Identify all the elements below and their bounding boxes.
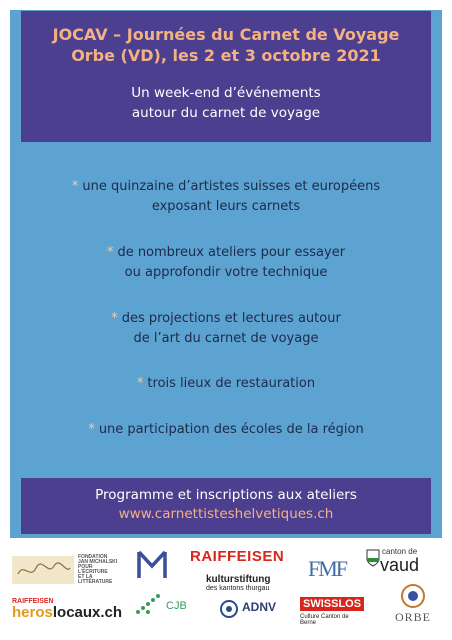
sponsor-logos xyxy=(0,540,452,640)
shield-icon xyxy=(366,549,380,567)
swisslos-logo xyxy=(300,594,366,624)
bullet-item-schools xyxy=(21,420,431,440)
title-line-1: JOCAV – Journées du Carnet de Voyage xyxy=(52,25,400,44)
bullet-item-projections xyxy=(21,309,431,349)
star-icon: * xyxy=(111,311,118,326)
star-icon: * xyxy=(106,245,114,260)
adnv-text: ADNV xyxy=(242,600,277,614)
heroslocaux-logo xyxy=(12,598,122,628)
swisslos-text: SWISSLOS xyxy=(300,597,364,611)
dots-icon xyxy=(134,592,164,618)
subtitle-line-1: Un week-end d’événements xyxy=(131,85,321,101)
fmf-text: FMF xyxy=(308,556,347,581)
website-link[interactable]: www.carnettisteshelvetiques.ch xyxy=(118,506,334,522)
bullet-item-artists xyxy=(21,177,431,217)
bullet-text: une participation des écoles de la région xyxy=(98,422,364,437)
m-logo xyxy=(136,550,172,580)
bullet-text: des projections et lectures autour xyxy=(121,311,341,326)
heros-text: heros xyxy=(12,604,53,621)
canton-de-text: canton de xyxy=(382,547,418,556)
bullet-text-continued: ou approfondir votre technique xyxy=(124,265,328,280)
header-box xyxy=(21,11,431,142)
fondation-line: LITTÉRATURE xyxy=(78,579,113,585)
bullet-text: de nombreux ateliers pour essayer xyxy=(117,245,346,260)
subtitle-line-2: autour du carnet de voyage xyxy=(131,105,321,121)
bullet-item-restaurants xyxy=(21,374,431,394)
raiffeisen-small-text: RAIFFEISEN xyxy=(12,598,54,605)
swisslos-sub-text: Culture Canton de Berne xyxy=(300,614,349,626)
bullet-item-workshops xyxy=(21,243,431,283)
orbe-logo xyxy=(388,582,438,634)
bullet-text: une quinzaine d’artistes suisses et européens xyxy=(82,179,381,194)
bullet-text: trois lieux de restauration xyxy=(147,376,316,391)
program-label: Programme et inscriptions aux ateliers xyxy=(95,487,357,503)
raiffeisen-logo xyxy=(190,546,290,566)
adnv-logo xyxy=(220,598,300,624)
kulturstiftung-line-2: des kantons thurgau xyxy=(206,585,270,592)
kulturstiftung-line-1: kulturstiftung xyxy=(206,574,271,585)
m-shape-icon xyxy=(136,550,172,580)
vaud-text: vaud xyxy=(380,555,420,575)
cjb-logo xyxy=(134,592,194,622)
orbe-text: ORBE xyxy=(394,610,431,624)
bullet-text-continued: de l’art du carnet de voyage xyxy=(133,331,319,346)
fondation-line: ET LA xyxy=(78,574,93,580)
locaux-text: locaux.ch xyxy=(52,604,123,621)
kulturstiftung-logo xyxy=(206,574,296,596)
canton-vaud-logo xyxy=(366,546,436,580)
cjb-text: CJB xyxy=(166,600,187,612)
fondation-line: POUR xyxy=(78,564,93,570)
footer-box xyxy=(21,478,431,534)
adnv-emblem-icon xyxy=(220,600,238,618)
star-icon: * xyxy=(136,376,144,391)
subtitle xyxy=(21,83,431,123)
orbe-emblem-icon xyxy=(398,582,428,610)
fmf-logo xyxy=(308,556,354,582)
signature-icon xyxy=(12,556,74,584)
star-icon: * xyxy=(88,422,95,437)
raiffeisen-text: RAIFFEISEN xyxy=(190,548,285,565)
fondation-jan-michalski-logo xyxy=(12,554,130,586)
fondation-line: FONDATION xyxy=(78,554,108,560)
title-line-2: Orbe (VD), les 2 et 3 octobre 2021 xyxy=(71,46,381,65)
star-icon: * xyxy=(71,179,79,194)
fondation-line: L’ÉCRITURE xyxy=(78,569,108,575)
fondation-line: JAN MICHALSKI xyxy=(78,559,118,565)
bullet-text-continued: exposant leurs carnets xyxy=(151,199,301,214)
